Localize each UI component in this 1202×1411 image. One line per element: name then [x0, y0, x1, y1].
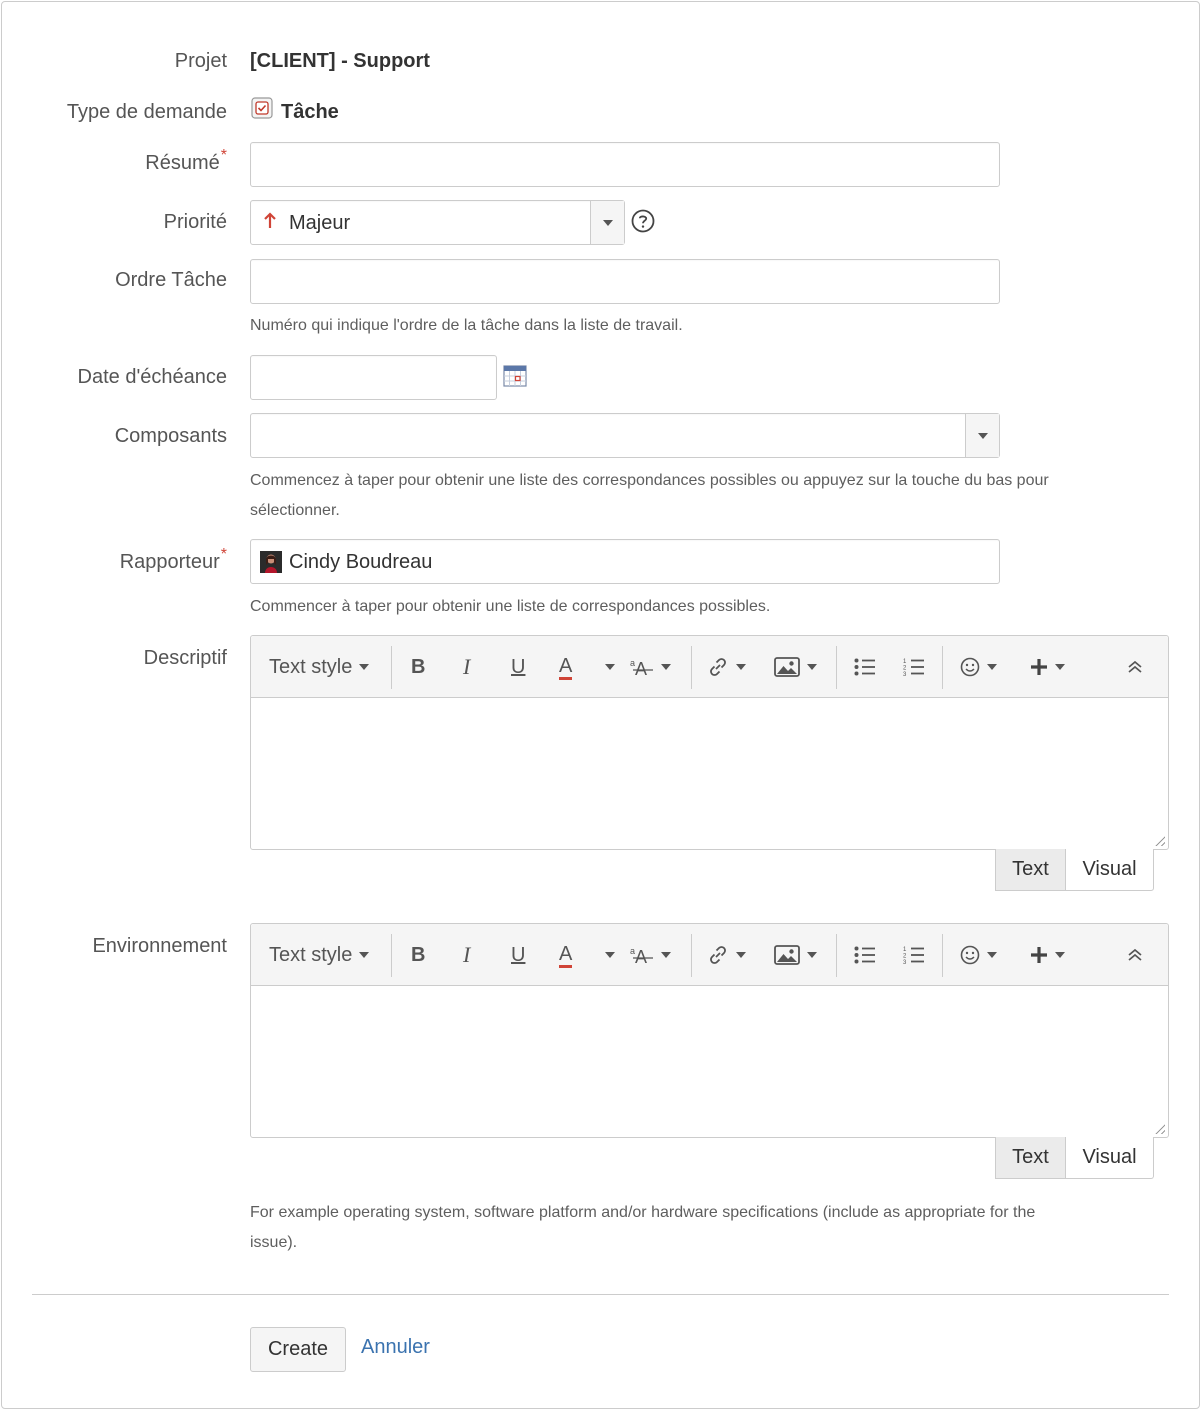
svg-text:1: 1 [903, 947, 907, 953]
chevron-down-icon [1055, 664, 1065, 670]
svg-text:1: 1 [903, 659, 907, 665]
chevron-down-icon [736, 664, 746, 670]
text-color-dropdown[interactable] [598, 924, 615, 986]
reporter-help: Commencer à taper pour obtenir une liste de correspondances possibles. [250, 598, 771, 615]
svg-text:2: 2 [903, 665, 907, 672]
chevron-down-icon [807, 952, 817, 958]
tab-text[interactable]: Text [995, 1137, 1066, 1179]
environment-textarea[interactable] [251, 986, 1168, 1137]
priority-label: Priorité [163, 211, 227, 233]
components-help-line2: sélectionner. [250, 502, 340, 519]
calendar-icon[interactable] [503, 364, 527, 388]
clear-formatting-icon [630, 657, 654, 677]
chevron-down-icon [605, 664, 615, 670]
svg-text:2: 2 [903, 953, 907, 960]
numbered-list-button[interactable] [903, 636, 925, 698]
svg-text:A: A [635, 659, 648, 677]
smiley-icon [960, 657, 980, 677]
form-divider [32, 1294, 1169, 1295]
svg-text:3: 3 [903, 672, 907, 677]
reporter-input[interactable] [250, 539, 1000, 584]
plus-icon [1030, 658, 1048, 676]
task-order-input[interactable] [250, 259, 1000, 304]
toolbar-separator [836, 934, 837, 977]
chevron-down-icon [736, 952, 746, 958]
environment-help-line1: For example operating system, software platform and/or hardware specifications (include as appropriate for the [250, 1204, 1036, 1221]
bullet-list-button[interactable] [854, 924, 876, 986]
summary-label: Résumé* [145, 147, 227, 174]
environment-editor [250, 923, 1169, 1138]
environment-toolbar [251, 924, 1168, 986]
svg-text:A: A [635, 947, 648, 965]
bullet-list-button[interactable] [854, 636, 876, 698]
environment-help-line2: issue). [250, 1234, 298, 1251]
summary-input[interactable] [250, 142, 1000, 187]
insert-more-button[interactable] [1030, 636, 1065, 698]
collapse-toolbar-button[interactable] [1127, 924, 1143, 986]
image-button[interactable] [774, 636, 817, 698]
bullet-list-icon [854, 945, 876, 965]
plus-icon [1030, 946, 1048, 964]
reporter-label: Rapporteur* [119, 546, 227, 573]
text-style-dropdown[interactable]: Text style [269, 924, 369, 986]
numbered-list-icon [903, 945, 925, 965]
image-icon [774, 656, 800, 678]
required-marker: * [220, 546, 227, 563]
chevron-down-icon [807, 664, 817, 670]
toolbar-separator [391, 934, 392, 977]
priority-dropdown-button[interactable] [590, 201, 624, 244]
link-button[interactable] [707, 924, 746, 986]
cancel-link[interactable]: Annuler [361, 1336, 430, 1358]
bold-button[interactable]: B [411, 943, 426, 966]
task-checkbox-icon [251, 97, 273, 119]
components-dropdown-button[interactable] [965, 414, 999, 457]
arrow-up-icon [263, 212, 277, 230]
avatar [260, 551, 282, 573]
components-label: Composants [114, 425, 227, 447]
tab-visual[interactable]: Visual [1066, 1137, 1154, 1179]
reporter-value: Cindy Boudreau [289, 551, 433, 573]
chevron-down-icon [987, 664, 997, 670]
description-textarea[interactable] [251, 698, 1168, 849]
toolbar-separator [836, 646, 837, 689]
task-order-label: Ordre Tâche [115, 269, 227, 291]
emoticon-button[interactable] [960, 924, 997, 986]
create-button[interactable]: Create [250, 1327, 346, 1372]
chevron-down-icon [987, 952, 997, 958]
toolbar-separator [391, 646, 392, 689]
toolbar-separator [942, 646, 943, 689]
due-date-label: Date d'échéance [77, 366, 227, 388]
question-circle-icon[interactable] [631, 209, 655, 233]
due-date-input[interactable] [250, 355, 497, 400]
tab-visual[interactable]: Visual [1066, 849, 1154, 891]
insert-more-button[interactable] [1030, 924, 1065, 986]
description-mode-tabs [995, 849, 1154, 891]
task-order-help: Numéro qui indique l'ordre de la tâche dans la liste de travail. [250, 317, 683, 334]
priority-value: Majeur [289, 212, 351, 234]
required-marker: * [220, 147, 227, 164]
text-color-dropdown[interactable] [598, 636, 615, 698]
bullet-list-icon [854, 657, 876, 677]
underline-button[interactable]: U [511, 655, 526, 678]
italic-button[interactable]: I [463, 654, 471, 679]
description-toolbar [251, 636, 1168, 698]
chevron-down-icon [1055, 952, 1065, 958]
text-color-button[interactable]: A [559, 924, 572, 986]
svg-text:a: a [630, 658, 636, 668]
image-icon [774, 944, 800, 966]
more-formatting-button[interactable] [630, 924, 671, 986]
text-color-button[interactable]: A [559, 636, 572, 698]
collapse-toolbar-button[interactable] [1127, 636, 1143, 698]
description-editor [250, 635, 1169, 850]
bold-button[interactable]: B [411, 655, 426, 678]
italic-button[interactable]: I [463, 942, 471, 967]
project-value: [CLIENT] - Support [250, 50, 430, 72]
description-label: Descriptif [143, 647, 227, 669]
link-icon [707, 656, 729, 678]
chevron-down-icon [661, 952, 671, 958]
toolbar-separator [691, 934, 692, 977]
double-chevron-up-icon [1127, 660, 1143, 674]
emoticon-button[interactable] [960, 636, 997, 698]
priority-select[interactable] [250, 200, 625, 245]
smiley-icon [960, 945, 980, 965]
link-button[interactable] [707, 636, 746, 698]
clear-formatting-icon [630, 945, 654, 965]
svg-text:a: a [630, 946, 636, 956]
environment-mode-tabs [995, 1137, 1154, 1179]
chevron-down-icon [359, 664, 369, 670]
components-help-line1: Commencez à taper pour obtenir une liste des correspondances possibles ou appuyez sur la touche du bas pour [250, 472, 1049, 489]
chevron-down-icon [978, 433, 988, 439]
environment-label: Environnement [92, 935, 227, 957]
image-button[interactable] [774, 924, 817, 986]
toolbar-separator [942, 934, 943, 977]
chevron-down-icon [661, 664, 671, 670]
numbered-list-button[interactable] [903, 924, 925, 986]
chevron-down-icon [605, 952, 615, 958]
numbered-list-icon [903, 657, 925, 677]
issue-type-label: Type de demande [66, 101, 227, 123]
tab-text[interactable]: Text [995, 849, 1066, 891]
more-formatting-button[interactable] [630, 636, 671, 698]
link-icon [707, 944, 729, 966]
chevron-down-icon [359, 952, 369, 958]
underline-button[interactable]: U [511, 943, 526, 966]
issue-type-value: Tâche [281, 101, 339, 123]
project-label: Projet [174, 50, 227, 72]
toolbar-separator [691, 646, 692, 689]
double-chevron-up-icon [1127, 948, 1143, 962]
svg-text:3: 3 [903, 960, 907, 965]
text-style-dropdown[interactable]: Text style [269, 636, 369, 698]
chevron-down-icon [603, 220, 613, 226]
components-select[interactable] [250, 413, 1000, 458]
